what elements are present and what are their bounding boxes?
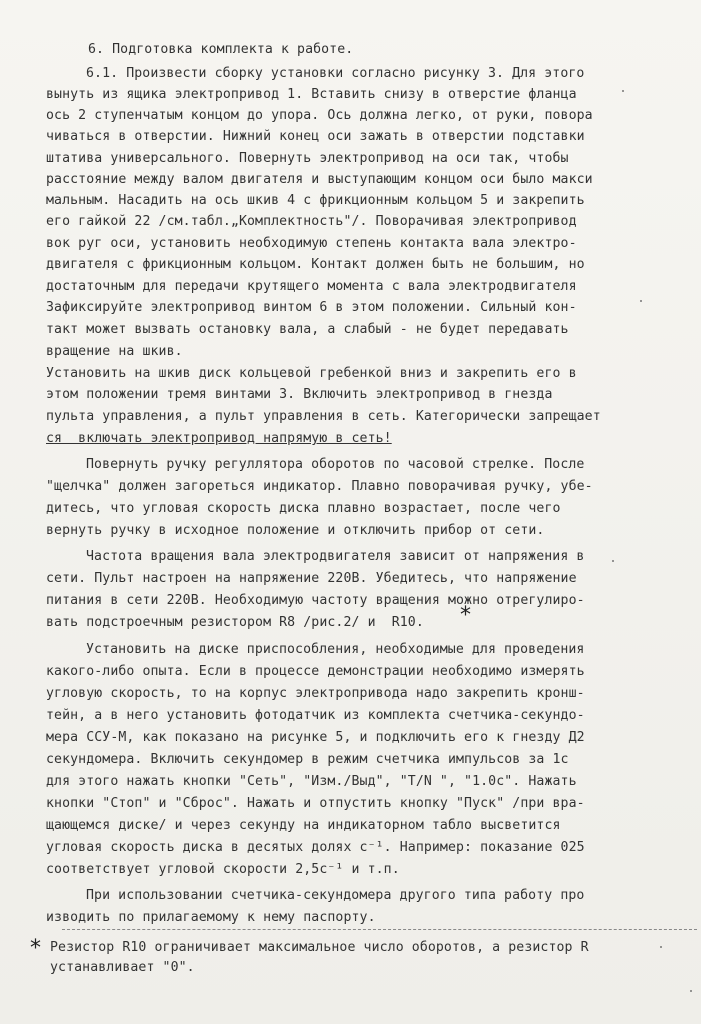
text-line: угловая скорость диска в десятых долях с⁻¹. Например: показание 025: [46, 840, 585, 855]
footnote-asterisk: *: [30, 936, 41, 961]
asterisk-mark: *: [460, 603, 471, 628]
text-line: расстояние между валом двигателя и выступающим концом оси было макси: [46, 172, 593, 187]
text-line: дитесь, что угловая скорость диска плавно возрастает, после чего: [46, 501, 561, 516]
text-line: мальным. Насадить на ось шкив 4 с фрикционным кольцом 5 и закрепить: [46, 193, 585, 208]
footnote-line: устанавливает "0".: [50, 960, 195, 975]
text-line: штатива универсального. Повернуть электропривод на оси так, чтобы: [46, 151, 569, 166]
text-line: какого-либо опыта. Если в процессе демонстрации необходимо измерять: [46, 664, 585, 679]
text-line: сети. Пульт настроен на напряжение 220В. Убедитесь, что напряжение: [46, 571, 577, 586]
text-line: вращение на шкив.: [46, 344, 183, 359]
text-line: изводить по прилагаемому к нему паспорту.: [46, 910, 376, 925]
text-line: мера ССУ-М, как показано на рисунке 5, и подключить его к гнезду Д2: [46, 730, 585, 745]
text-line: для этого нажать кнопки "Сеть", "Изм./Выд", "Т/N ", "1.0с". Нажать: [46, 774, 577, 789]
text-line: Установить на диске приспособления, необходимые для проведения: [86, 642, 585, 657]
text-line: двигателя с фрикционным кольцом. Контакт должен быть не большим, но: [46, 257, 585, 272]
text-line: чиваться в отверстии. Нижний конец оси зажать в отверстии подставки: [46, 129, 585, 144]
text-line: Зафиксируйте электропривод винтом 6 в этом положении. Сильный кон-: [46, 300, 577, 315]
text-line: вать подстроечным резистором R8 /рис.2/ и R10.: [46, 615, 424, 630]
text-line: тейн, а в него установить фотодатчик из комплекта счетчика-секундо-: [46, 708, 585, 723]
text-line: достаточным для передачи крутящего момента с вала электродвигателя: [46, 279, 577, 294]
text-line: Частота вращения вала электродвигателя зависит от напряжения в: [86, 549, 585, 564]
text-line: кнопки "Стоп" и "Сброс". Нажать и отпустить кнопку "Пуск" /при вра-: [46, 796, 585, 811]
text-line: 6.1. Произвести сборку установки согласно рисунку 3. Для этого: [86, 66, 585, 81]
text-line: такт может вызвать остановку вала, а слабый - не будет передавать: [46, 322, 569, 337]
text-line: пульта управления, а пульт управления в сеть. Категорически запрещает: [46, 409, 601, 424]
text-line: вернуть ручку в исходное положение и отключить прибор от сети.: [46, 523, 545, 538]
section-heading: 6. Подготовка комплекта к работе.: [88, 42, 354, 57]
warning-line: ся включать электропривод напрямую в сеть!: [46, 431, 392, 446]
footnote-separator: [62, 929, 697, 930]
text-line: вок руг оси, установить необходимую степень контакта вала электро-: [46, 236, 577, 251]
text-line: Повернуть ручку регуллятора оборотов по часовой стрелке. После: [86, 457, 585, 472]
text-line: этом положении тремя винтами 3. Включить электропривод в гнезда: [46, 387, 553, 402]
text-line: щающемся диске/ и через секунду на индикаторном табло высветится: [46, 818, 561, 833]
text-line: При использовании счетчика-секундомера другого типа работу про: [86, 888, 585, 903]
text-line: угловую скорость, то на корпус электропривода надо закрепить кронш-: [46, 686, 585, 701]
text-line: его гайкой 22 /см.табл.„Комплектность"/. Поворачивая электропривод: [46, 214, 577, 229]
footnote-line: Резистор R10 ограничивает максимальное число оборотов, а резистор R: [50, 940, 589, 955]
text-line: питания в сети 220В. Необходимую частоту вращения можно отрегулиро-: [46, 593, 585, 608]
text-line: соответствует угловой скорости 2,5с⁻¹ и т.п.: [46, 862, 400, 877]
text-line: ось 2 ступенчатым концом до упора. Ось должна легко, от руки, повора: [46, 108, 593, 123]
text-line: Установить на шкив диск кольцевой гребенкой вниз и закрепить его в: [46, 366, 577, 381]
text-line: секундомера. Включить секундомер в режим счетчика импульсов за 1с: [46, 752, 569, 767]
text-line: "щелчка" должен загореться индикатор. Плавно поворачивая ручку, убе-: [46, 479, 593, 494]
text-line: вынуть из ящика электропривод 1. Вставить снизу в отверстие фланца: [46, 87, 577, 102]
